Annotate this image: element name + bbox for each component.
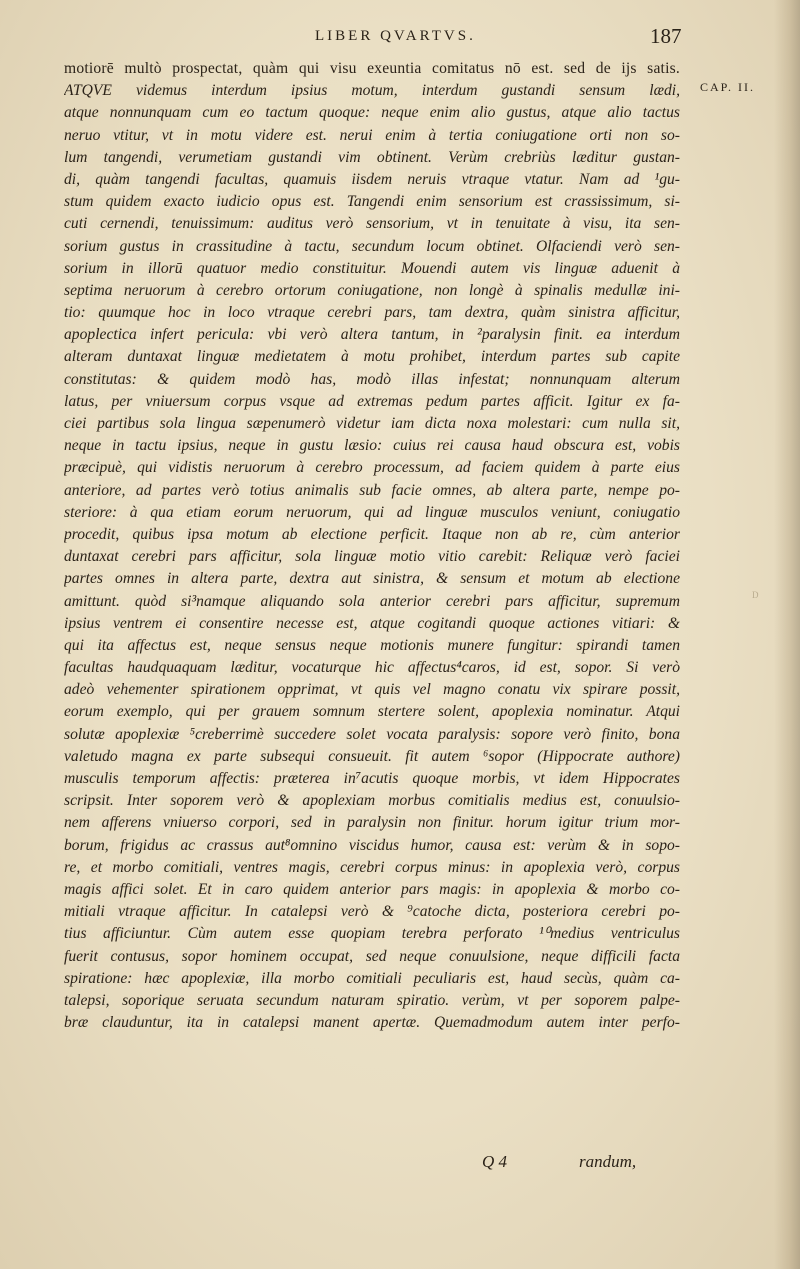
text-line: tius afficiuntur. Cùm autem esse quopiam terebra perforato ¹⁰medius ventriculus [64, 925, 680, 943]
text-line: ipsius ventrem ei consentire necesse est, atque cogitandi quoque actiones vitiari: & [64, 614, 680, 632]
text-line: septima neruorum à cerebro ortorum coniugatione, non longè à spinalis medullæ ini- [64, 281, 680, 299]
chapter-margin-note: CAP. II. [700, 80, 756, 94]
signature-mark: Q 4 [482, 1152, 508, 1171]
running-head: LIBER QVARTVS. [315, 28, 476, 44]
text-line: duntaxat cerebri pars afficitur, sola linguæ motio vitio carebit: Reliquæ verò faciei [64, 548, 680, 566]
page-edge-shadow [774, 0, 800, 1269]
text-line: amittunt. quòd si³namque aliquando sola anterior cerebri pars afficitur, supremum [64, 592, 680, 610]
text-line: tio: quumque hoc in loco vtraque cerebri pars, tam dextra, quàm sinistra afficitur, [64, 304, 680, 322]
text-line: neruo vtitur, vt in motu videre est. nerui enim à tertia coniugatione orti non so- [64, 126, 680, 144]
text-line: latus, per vniuersum corpus vsque ad extremas pedum partes afficit. Igitur ex fa- [64, 392, 680, 410]
text-line: præcipuè, qui vidistis neruorum à cerebro processum, ad faciem quidem à parte eius [64, 459, 680, 477]
text-line: procedit, quibus ipsa motum ab electione perficit. Itaque non ab re, cùm anterior [64, 525, 680, 543]
text-line: facultas haudquaquam læditur, vocaturque hic affectus⁴caros, id est, sopor. Si verò [64, 659, 680, 677]
text-line: spiratione: hæc apoplexiæ, illa morbo comitiali peculiaris est, haud secùs, quàm ca- [64, 969, 680, 987]
text-line: sorium in illorū quatuor medio constituitur. Mouendi autem vis linguæ aduenit à [64, 259, 680, 277]
text-line: scripsit. Inter soporem verò & apoplexiam morbus comitialis medius est, conuulsio- [64, 792, 680, 810]
text-line: talepsi, soporique seruata secundum naturam spiratio. verùm, vt per soporem palpe- [64, 991, 680, 1009]
text-line [64, 1034, 680, 1056]
text-line: motiorē multò prospectat, quàm qui visu exeuntia comitatus nō est. sed de ijs satis. [64, 60, 680, 77]
text-line: magis affici solet. Et in caro quidem anterior pars magis: in apoplexia & morbo co- [64, 880, 680, 898]
text-line: alteram duntaxat linguæ medietatem à motu prohibet, interdum partes sub capite [64, 348, 680, 366]
text-line: anteriore, ad partes verò totius animalis sub facie omnes, ab altera parte, nempe po- [64, 481, 680, 499]
text-line: re, et morbo comitiali, ventres magis, cerebri corpus minus: in apoplexia verò, corpus [64, 858, 680, 876]
text-line: bræ clauduntur, ita in catalepsi manent apertæ. Quemadmodum autem inter perfo- [64, 1014, 680, 1032]
text-line: mitiali vtraque afficitur. In catalepsi verò & ⁹catoche dicta, posteriora cerebri po- [64, 903, 680, 921]
text-line: adeò vehementer spirationem opprimat, vt quis vel magno conatu vix spirare possit, [64, 681, 680, 699]
text-line: fuerit contusus, sopor hominem occupat, sed neque conuulsione, neque difficili facta [64, 947, 680, 965]
page-header [60, 24, 760, 52]
text-line: di, quàm tangendi facultas, quamuis iisdem neruis vtraque vtatur. Nam ad ¹gu- [64, 170, 680, 188]
text-line: qui ita affectus est, neque sensus neque motionis munere fungitur: spirandi tamen [64, 636, 680, 654]
text-line: eorum exemplo, qui per grauem somnum stertere solent, apoplexia nominatur. Atqui [64, 703, 680, 721]
text-line: cuti cernendi, tenuissimum: auditus verò sensorium, vt in tenuitate à visu, ita sen- [64, 215, 680, 233]
text-line: steriore: à qua etiam eorum neruorum, qui ad linguæ musculos veniunt, coniugatio [64, 503, 680, 521]
text-line: sorium gustus in crassitudine à tactu, secundum locum obtinet. Olfaciendi verò sen- [64, 237, 680, 255]
text-line: ATQVE videmus interdum ipsius motum, interdum gustandi sensum lædi, [64, 82, 680, 100]
text-line: borum, frigidus ac crassus aut⁸omnino viscidus humor, causa est: verùm & in sopo- [64, 836, 680, 854]
body-text [64, 58, 680, 1056]
text-line: nem afferens vniuerso corpori, sed in paralysin non finitur. horum igitur trium mor- [64, 814, 680, 832]
text-line: constitutas: & quidem modò has, modò illas infestat; nonnunquam alterum [64, 370, 680, 388]
text-line: neque in tactu ipsius, neque in gustu læsio: cuius rei causa haud obscura est, vobis [64, 437, 680, 455]
text-line: atque nonnunquam cum eo tactum quoque: neque enim alio gustus, atque alio tactus [64, 104, 680, 122]
catchword: randum, [579, 1152, 637, 1171]
text-line: partes omnes in altera parte, dextra aut sinistra, & sensum et motum ab electione [64, 570, 680, 588]
text-line: apoplectica infert pericula: vbi verò altera tantum, in ²paralysin finit. ea interdum [64, 326, 680, 344]
text-line: ciei partibus sola lingua sæpenumerò videtur iam dicta noxa molestari: cum nulla sit, [64, 415, 680, 432]
text-line: lum tangendi, verumetiam gustandi vim obtinent. Verùm crebriùs læditur gustan- [64, 148, 680, 166]
page-number: 187 [650, 24, 682, 48]
bleed-through-text: D [752, 590, 759, 600]
text-line: stum quidem exacto iudicio opus est. Tangendi enim sensorium est crassissimum, si- [64, 193, 680, 211]
text-line: musculis temporum affectis: præterea in⁷acutis quoque morbis, vt idem Hippocrates [64, 770, 680, 787]
text-line: solutæ apoplexiæ ⁵creberrimè succedere solet vocata paralysis: sopore verò finito, bona [64, 725, 680, 743]
page-footer [64, 1150, 680, 1180]
text-line: valetudo magna ex parte subsequi consueuit. fit autem ⁶sopor (Hippocrate authore) [64, 747, 680, 765]
